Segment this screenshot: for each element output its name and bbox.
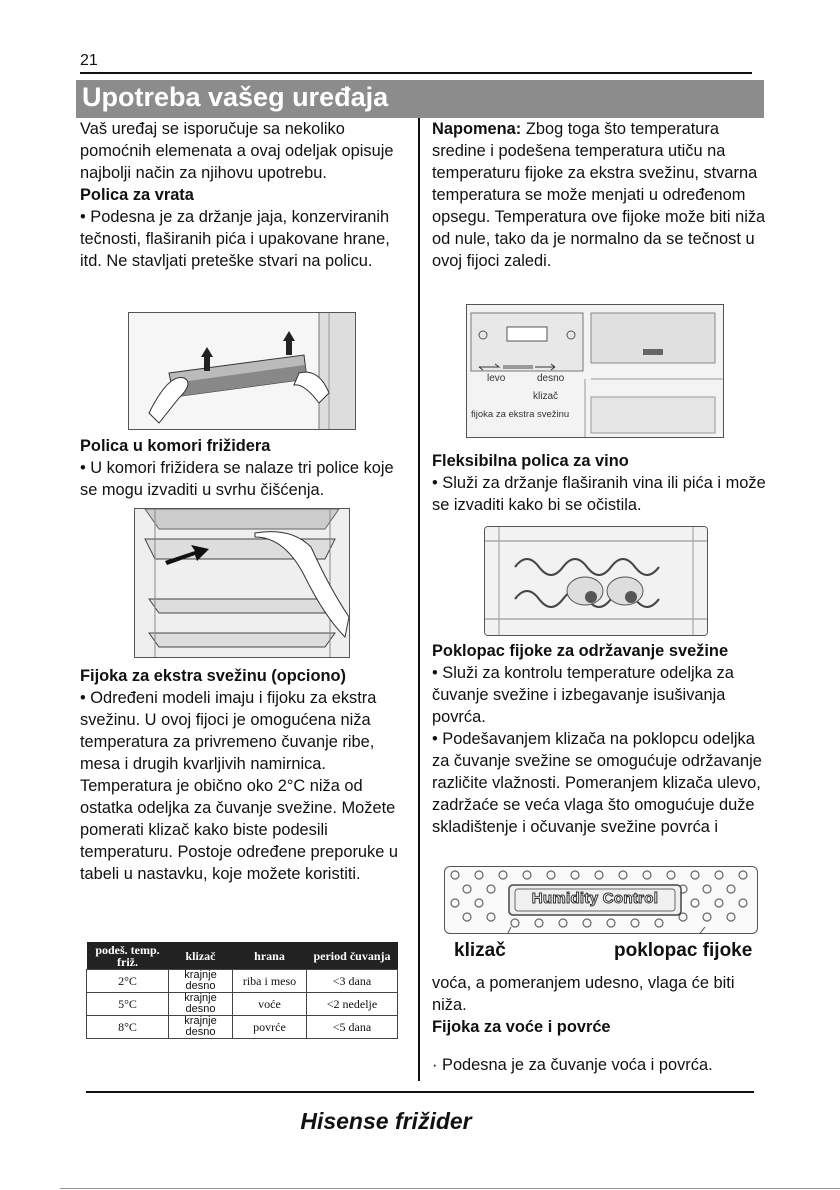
table-cell: krajnje desno — [169, 970, 233, 993]
table-cell: <3 dana — [307, 970, 398, 993]
figure-label-drawer: fijoka za ekstra svežinu — [471, 409, 570, 420]
door-shelf-image — [128, 312, 356, 430]
cover-text-3: voća, a pomeranjem udesno, vlaga će biti niža. — [432, 974, 735, 1014]
door-shelf-text: • Podesna je za držanje jaja, konzerviranih tečnosti, flaširanih pića i upakovane hrane, itd. Ne stavljati preteške stvari na policu. — [80, 208, 390, 270]
table-header-cell: klizač — [169, 942, 233, 970]
note-paragraph — [432, 118, 772, 272]
table-header-row — [87, 942, 398, 970]
top-rule — [80, 72, 752, 74]
page-number: 21 — [80, 52, 98, 69]
wine-heading: Fleksibilna polica za vino — [432, 452, 629, 470]
intro-text: Vaš uređaj se isporučuje sa nekoliko pomoćnih elemenata a ovaj odeljak opisuje najbolji način za njihovu upotrebu. — [80, 120, 394, 182]
drawer-text-1: • Određeni modeli imaju i fijoku za ekstra svežinu. U ovoj fijoci je omogućena niža temperatura za privremeno čuvanje ribe, mesa i drugih kvarljivih namirnica. — [80, 689, 377, 773]
drawer-block — [80, 665, 410, 885]
figure-label-slider: klizač — [533, 391, 559, 402]
fridge-shelf-image — [134, 508, 350, 658]
figure-label-right: desno — [537, 373, 565, 384]
table-row — [87, 993, 398, 1016]
table-cell: 2°C — [87, 970, 169, 993]
table-header-cell: podeš. temp. friž. — [87, 942, 169, 970]
drawer-heading: Fijoka za ekstra svežinu (opciono) — [80, 667, 346, 685]
table-header-cell: period čuvanja — [307, 942, 398, 970]
intro-block — [80, 118, 410, 272]
table-cell: <5 dana — [307, 1016, 398, 1039]
settings-table — [86, 942, 398, 1039]
table-row — [87, 1016, 398, 1039]
note-block — [432, 118, 772, 272]
section-title-bar — [76, 80, 764, 118]
figure-label-left: levo — [487, 373, 506, 384]
page-edge-line — [60, 1188, 840, 1189]
humidity-control-label: Humidity Control — [531, 890, 659, 907]
wine-shelf-image — [484, 526, 708, 636]
cover-text-1: • Služi za kontrolu temperature odeljka za čuvanje svežine i izbegavanje isušivanja povrća. — [432, 664, 734, 726]
table-cell: voće — [233, 993, 307, 1016]
table-cell: krajnje desno — [169, 993, 233, 1016]
wine-text: • Služi za držanje flaširanih vina ili pića i može se izvaditi kako bi se očistila. — [432, 474, 766, 514]
table-cell: krajnje desno — [169, 1016, 233, 1039]
cover-text-2: • Podešavanjem klizača na poklopcu odeljka za čuvanje svežine se omogućuje održavanje različite vlažnosti. Pomeranjem klizača ulevo, zadržaće se veća vlaga što omogućuje duže skladištenje i očuvanje svežine povrća i — [432, 730, 762, 836]
section-title: Upotreba vašeg uređaja — [82, 82, 389, 112]
fruit-heading: Fijoka za voće i povrće — [432, 1018, 611, 1036]
table-cell: 8°C — [87, 1016, 169, 1039]
table-row — [87, 970, 398, 993]
fruit-text: · Podesna je za čuvanje voća i povrća. — [432, 1056, 713, 1074]
door-shelf-heading: Polica za vrata — [80, 186, 194, 204]
cover-heading: Poklopac fijoke za održavanje svežine — [432, 642, 729, 660]
bottom-rule — [86, 1091, 754, 1093]
slider-label: klizač — [454, 940, 506, 961]
table-cell: povrće — [233, 1016, 307, 1039]
note-text: Zbog toga što temperatura sredine i podešena temperatura utiču na temperaturu fijoke za ekstra svežinu, stvarna temperatura se može menjati u određenom opsegu. Temperatura ove fijoke može biti niža od nule, tako da je normalno da se tečnost u ovoj fijoci zaledi. — [432, 120, 766, 270]
footer-text: Hisense frižider — [300, 1108, 472, 1134]
table-cell: 5°C — [87, 993, 169, 1016]
column-divider — [418, 118, 420, 1081]
fridge-shelf-heading: Polica u komori frižidera — [80, 437, 271, 455]
humidity-cover-image — [444, 866, 758, 934]
cover-continuation-block — [432, 972, 772, 1076]
note-label: Napomena: — [432, 120, 522, 138]
table-header-cell: hrana — [233, 942, 307, 970]
table-cell: riba i meso — [233, 970, 307, 993]
cover-label: poklopac fijoke — [614, 940, 753, 961]
footer-brand — [0, 1108, 840, 1135]
drawer-text-2: Temperatura je obično oko 2°C niža od ostatka odeljka za čuvanje svežine. Možete pomerati klizač kako biste podesili temperaturu. Postoje određene preporuke u tabeli u nastavku, koje možete koristiti. — [80, 777, 399, 883]
table-cell: <2 nedelje — [307, 993, 398, 1016]
drawer-slider-image — [466, 304, 724, 438]
wine-block — [432, 450, 772, 516]
cover-block — [432, 640, 772, 838]
fridge-shelf-block — [80, 435, 410, 501]
fridge-shelf-text: • U komori frižidera se nalaze tri police koje se mogu izvaditi u svrhu čišćenja. — [80, 459, 394, 499]
